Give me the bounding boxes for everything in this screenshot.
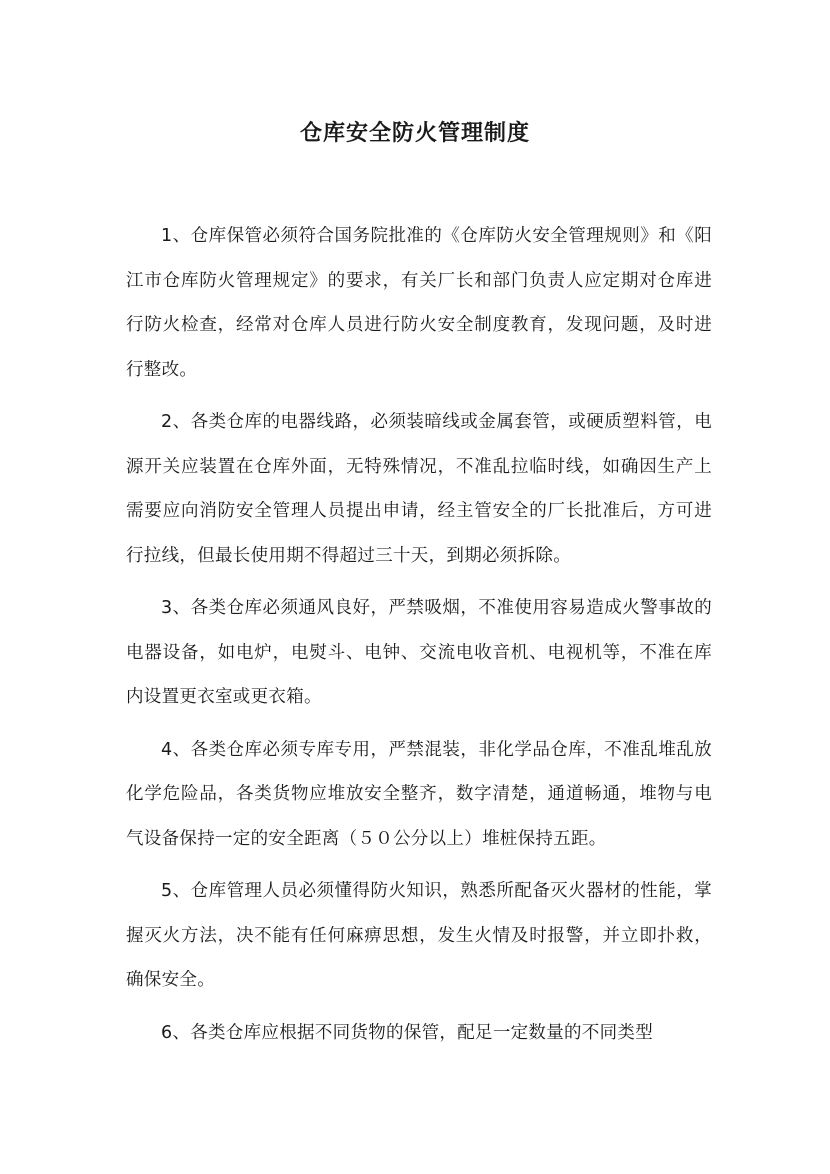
paragraph-5: 5、仓库管理人员必须懂得防火知识，熟悉所配备灭火器材的性能，掌握灭火方法，决不能有任何麻痹思想，发生火情及时报警，并立即扑救，确保安全。 — [126, 881, 712, 990]
document-body — [126, 214, 712, 1063]
paragraph-4: 4、各类仓库必须专库专用，严禁混装，非化学品仓库，不准乱堆乱放化学危险品，各类货物应堆放安全整齐，数字清楚，通道畅通，堆物与电气设备保持一定的安全距离（５０公分以上）堆桩保持五距。 — [126, 739, 712, 849]
document-title: 仓库安全防火管理制度 — [299, 121, 530, 146]
paragraph-3: 3、各类仓库必须通风良好，严禁吸烟，不准使用容易造成火警事故的电器设备，如电炉，电熨斗、电钟、交流电收音机、电视机等，不准在库内设置更衣室或更衣箱。 — [126, 598, 712, 707]
paragraph-6: 6、各类仓库应根据不同货物的保管，配足一定数量的不同类型 — [161, 1022, 654, 1043]
paragraph-1: 1、仓库保管必须符合国务院批准的《仓库防火安全管理规则》和《阳江市仓库防火管理规定》的要求，有关厂长和部门负责人应定期对仓库进行防火检查，经常对仓库人员进行防火安全制度教育，发现问题，及时进行整改。 — [126, 226, 712, 380]
paragraph-2: 2、各类仓库的电器线路，必须装暗线或金属套管，或硬质塑料管，电源开关应装置在仓库外面，无特殊情况，不准乱拉临时线，如确因生产上需要应向消防安全管理人员提出申请，经主管安全的厂长批准后，方可进行拉线，但最长使用期不得超过三十天，到期必须拆除。 — [126, 412, 712, 566]
